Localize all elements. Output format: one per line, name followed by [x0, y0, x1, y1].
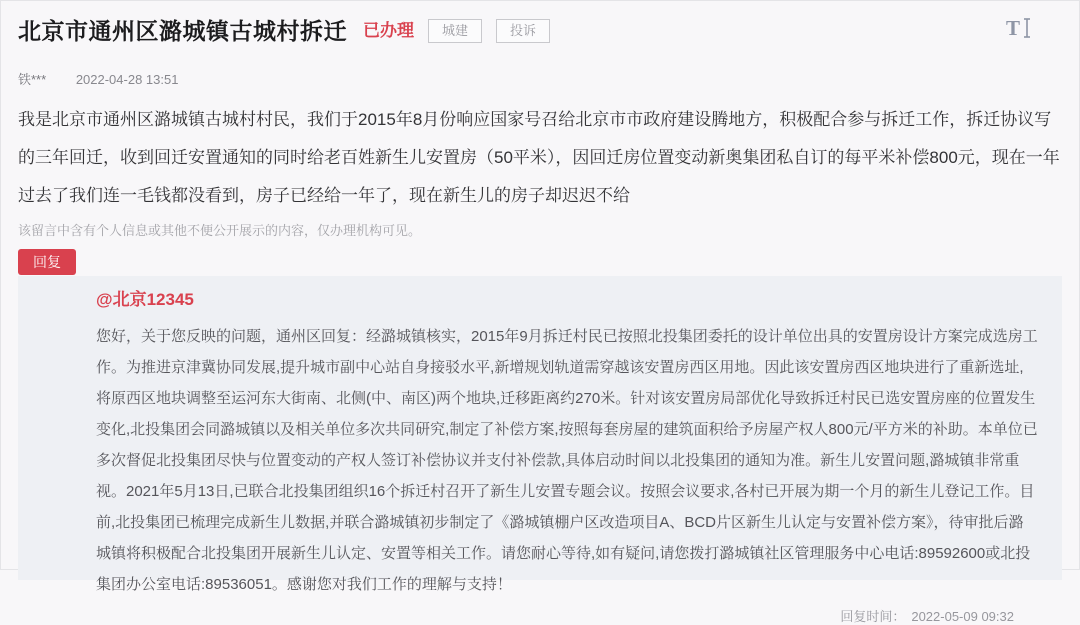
reply-button[interactable]: 回复 — [18, 249, 76, 275]
message-meta — [18, 69, 1062, 88]
post-date: 2022-04-28 13:51 — [75, 72, 179, 87]
complaint-body: 我是北京市通州区潞城镇古城村村民，我们于2015年8月份响应国家号召给北京市市政府建设腾地方，积极配合参与拆迁工作，拆迁协议写的三年回迁，收到回迁安置通知的同时给老百姓新生儿安置房（50平米），因回迁房位置变动新奥集团私自订的每平米补偿800元，现在一年过去了我们连一毛钱都没看到，房子已经给一年了，现在新生儿的房子却迟迟不给 — [18, 110, 1060, 205]
official-reply-panel — [18, 276, 1062, 624]
privacy-notice: 该留言中含有个人信息或其他不便公开展示的内容，仅办理机构可见。 — [18, 223, 422, 238]
reply-author: @北京12345 — [96, 290, 194, 309]
main-content — [1, 1, 1079, 275]
text-size-icon: T — [1005, 16, 1020, 40]
status-badge: 已办理 — [363, 21, 414, 40]
text-size-slider-icon — [1023, 17, 1031, 39]
reply-time-label: 回复时间： — [840, 609, 906, 624]
text-size-control[interactable] — [1006, 17, 1031, 39]
reply-time-row — [96, 606, 1038, 625]
tag-category[interactable]: 城建 — [428, 19, 482, 43]
reply-time-value: 2022-05-09 09:32 — [911, 609, 1014, 624]
reply-body: 您好，关于您反映的问题，通州区回复：经潞城镇核实，2015年9月拆迁村民已按照北投集团委托的设计单位出具的安置房设计方案完成选房工作。为推进京津冀协同发展,提升城市副中心站自身接驳水平,新增规划轨道需穿越该安置房西区用地。因此该安置房西区地块进行了重新选址,将原西区地块调整至运河东大街南、北侧(中、南区)两个地块,迁移距离约270米。针对该安置房局部优化导致拆迁村民已选安置房座的位置发生变化,北投集团会同潞城镇以及相关单位多次共同研究,制定了补偿方案,按照每套房屋的建筑面积给予房屋产权人800元/平方米的补助。本单位已多次督促北投集团尽快与位置变动的产权人签订补偿协议并支付补偿款,具体启动时间以北投集团的通知为准。新生儿安置问题,潞城镇非常重视。2021年5月13日,已联合北投集团组织16个拆迁村召开了新生儿安置专题会议。按照会议要求,各村已开展为期一个月的新生儿登记工作。目前,北投集团已梳理完成新生儿数据,并联合潞城镇初步制定了《潞城镇棚户区改造项目A、BCD片区新生儿认定与安置补偿方案》，待审批后潞城镇将积极配合北投集团开展新生儿认定、安置等相关工作。请您耐心等待,如有疑问,请您拨打潞城镇社区管理服务中心电话:89592600或北投集团办公室电话:89536051。感谢您对我们工作的理解与支持！ — [96, 328, 1038, 593]
tag-type[interactable]: 投诉 — [496, 19, 550, 43]
page-title: 北京市通州区潞城镇古城村拆迁 — [18, 18, 347, 44]
author-name: 铁*** — [18, 72, 47, 87]
title-row — [18, 16, 1062, 46]
